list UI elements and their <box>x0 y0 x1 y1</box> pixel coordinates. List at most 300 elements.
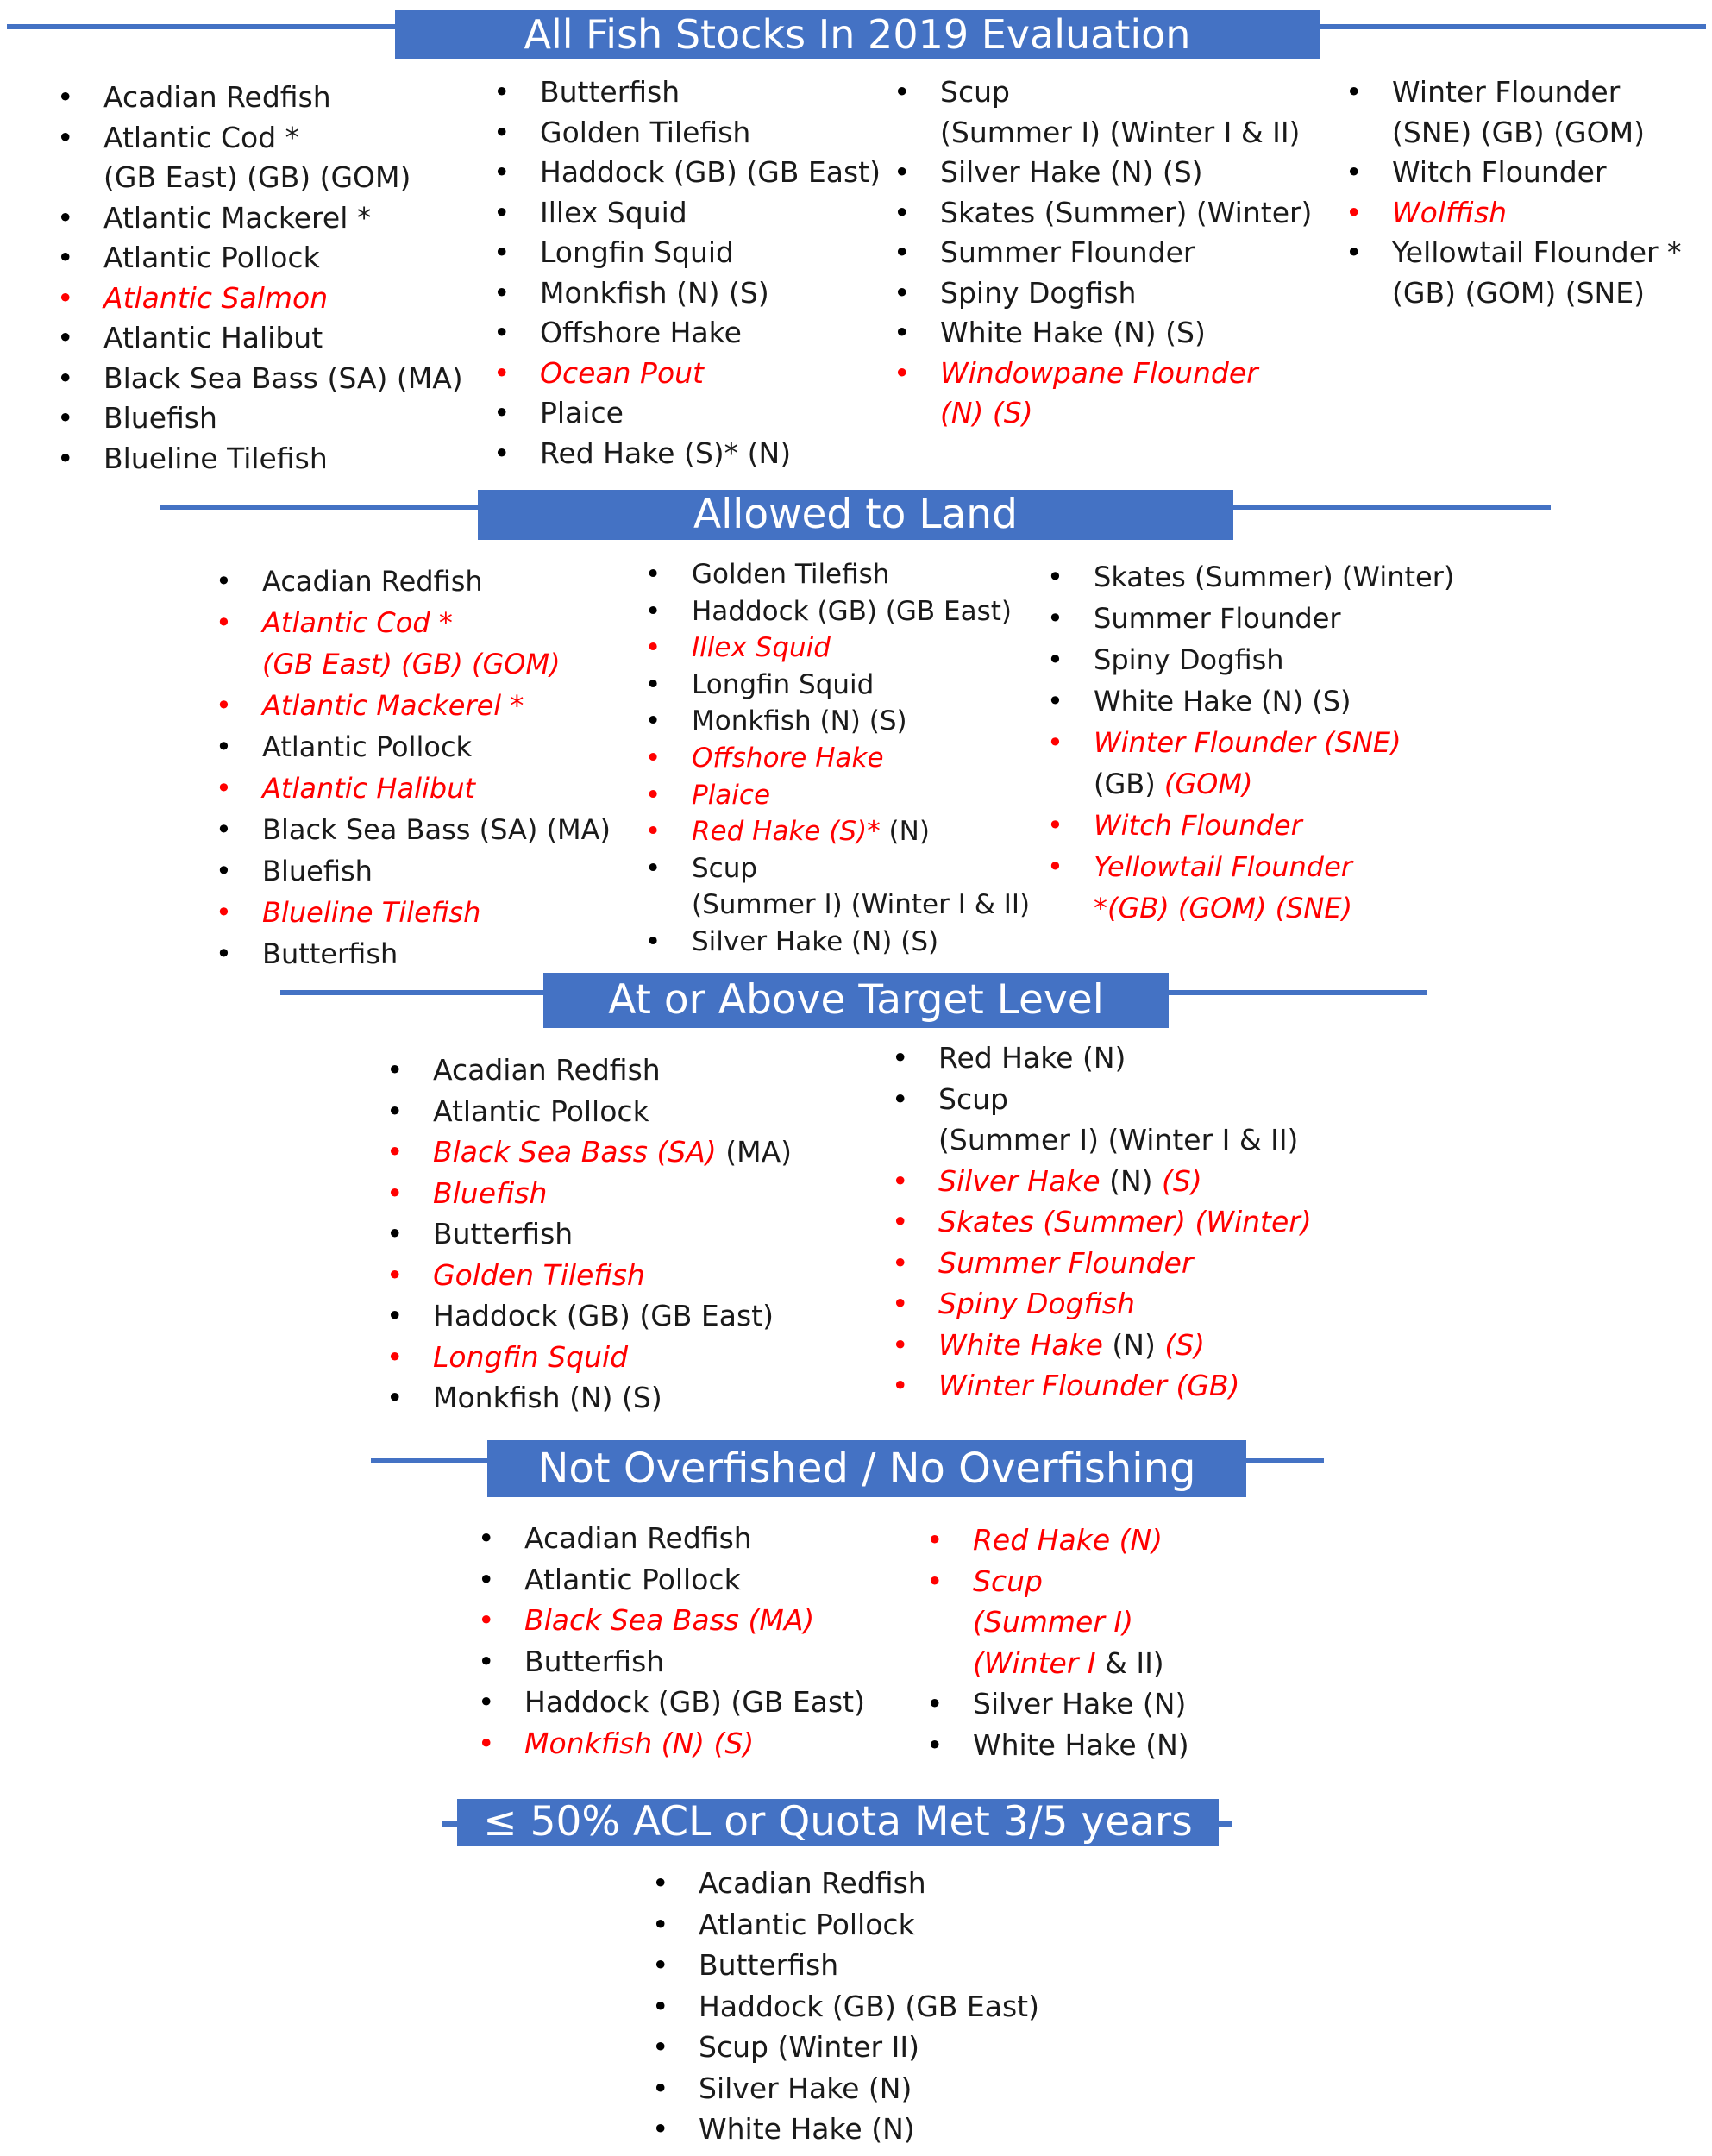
bullet-icon: • <box>652 2071 669 2105</box>
stock-item <box>892 1325 1312 1366</box>
stock-label: Acadian Redfish <box>524 1521 752 1555</box>
bullet-icon: • <box>216 855 232 887</box>
stock-label: Red Hake (S)* <box>692 816 881 848</box>
stock-item <box>652 2068 1039 2109</box>
stock-label: Witch Flounder <box>1094 809 1302 842</box>
divider-line-left <box>280 990 543 995</box>
section-title-banner: Not Overfished / No Overfishing <box>487 1440 1246 1497</box>
bullet-icon: • <box>1047 850 1063 883</box>
stock-label: Haddock (GB) (GB East) <box>524 1685 865 1719</box>
stock-column <box>645 556 1030 961</box>
stock-item <box>386 1173 792 1214</box>
bullet-icon: • <box>652 1989 669 2023</box>
stock-label: White Hake (N) <box>973 1727 1189 1762</box>
stock-label: White Hake (N) (S) <box>940 316 1206 349</box>
stock-column <box>216 561 611 975</box>
bullet-icon: • <box>57 80 74 114</box>
stock-label: Scup <box>973 1564 1043 1598</box>
stock-column <box>1047 556 1454 929</box>
stock-column <box>652 1863 1039 2150</box>
stock-label: Atlantic Halibut <box>262 772 476 805</box>
stock-label: Longfin Squid <box>540 235 734 269</box>
bullet-icon: • <box>478 1521 495 1555</box>
bullet-icon: • <box>386 1257 404 1292</box>
stock-item <box>478 1682 865 1723</box>
stock-label: (GB) <box>1094 768 1164 800</box>
stock-item <box>493 354 881 394</box>
bullet-icon: • <box>57 241 74 274</box>
stock-label: Longfin Squid <box>692 668 875 700</box>
stock-item <box>892 1243 1312 1284</box>
stock-item <box>894 233 1312 273</box>
section-title-banner: All Fish Stocks In 2019 Evaluation <box>395 10 1320 59</box>
stock-label: Golden Tilefish <box>540 115 751 149</box>
stock-item <box>1345 193 1682 234</box>
stock-label: Ocean Pout <box>540 355 704 390</box>
stock-label: Scup (Winter II) <box>699 2030 919 2064</box>
stock-label: Skates (Summer) (Winter) <box>1094 561 1455 593</box>
stock-item <box>1047 805 1454 846</box>
stock-item <box>493 233 881 273</box>
bullet-icon: • <box>652 1948 669 1982</box>
bullet-icon: • <box>493 355 511 390</box>
bullet-icon: • <box>57 360 74 395</box>
stock-label: Plaice <box>540 396 624 429</box>
stock-item <box>386 1213 792 1255</box>
stock-item <box>926 1561 1189 1602</box>
stock-item <box>216 726 611 768</box>
bullet-icon: • <box>894 195 911 229</box>
bullet-icon: • <box>894 355 911 390</box>
bullet-icon: • <box>386 1217 404 1250</box>
stock-label: Skates (Summer) (Winter) <box>938 1205 1312 1238</box>
bullet-icon: • <box>645 742 662 774</box>
bullet-icon: • <box>216 772 232 805</box>
stock-label: Silver Hake (N) (S) <box>940 155 1203 189</box>
stock-label: (GB) (GOM) (SNE) <box>1392 275 1645 310</box>
stock-label: Silver Hake (N) <box>973 1687 1187 1720</box>
stock-item <box>216 561 611 602</box>
bullet-icon: • <box>493 275 511 310</box>
stock-label: Illex Squid <box>540 195 687 229</box>
stock-label: (Summer I) (Winter I & II) <box>940 115 1301 149</box>
stock-item <box>645 556 1030 593</box>
section-title-banner: At or Above Target Level <box>543 973 1169 1028</box>
stock-item <box>892 1079 1312 1120</box>
stock-item <box>652 1904 1039 1946</box>
stock-label: Black Sea Bass (MA) <box>524 1603 815 1637</box>
stock-column <box>894 72 1312 434</box>
stock-label: Butterfish <box>540 75 680 109</box>
stock-label: (SNE) (GB) (GOM) <box>1392 115 1645 149</box>
stock-item <box>652 2109 1039 2150</box>
bullet-icon: • <box>493 195 511 229</box>
stock-label: Yellowtail Flounder * <box>1392 235 1682 269</box>
bullet-icon: • <box>216 689 232 722</box>
section-title-banner: ≤ 50% ACL or Quota Met 3/5 years <box>457 1799 1219 1846</box>
bullet-icon: • <box>892 1369 909 1402</box>
stock-item <box>493 313 881 354</box>
stock-item <box>493 393 881 434</box>
bullet-icon: • <box>493 436 511 470</box>
bullet-icon: • <box>892 1327 909 1362</box>
stock-item <box>386 1050 792 1091</box>
bullet-icon: • <box>57 321 74 354</box>
divider-line-right <box>1169 990 1427 995</box>
stock-label: Yellowtail Flounder <box>1094 850 1352 883</box>
stock-item <box>57 198 463 239</box>
stock-label: Monkfish (N) (S) <box>524 1726 755 1760</box>
stock-item <box>894 153 1312 193</box>
divider-line-right <box>1233 505 1551 510</box>
bullet-icon: • <box>216 565 232 598</box>
stock-item <box>57 238 463 279</box>
stock-label: Atlantic Pollock <box>103 241 320 274</box>
stock-label: Atlantic Pollock <box>262 730 473 763</box>
stock-label: White Hake (N) (S) <box>1094 685 1351 718</box>
bullet-icon: • <box>386 1135 404 1169</box>
divider-line-right <box>1320 24 1706 29</box>
stock-item <box>926 1725 1189 1766</box>
stock-label: Scup <box>692 852 758 884</box>
stock-item <box>57 398 463 439</box>
bullet-icon: • <box>894 75 911 109</box>
stock-label: Acadian Redfish <box>433 1053 661 1087</box>
stock-item <box>1047 722 1454 763</box>
bullet-icon: • <box>1047 809 1063 842</box>
stock-item <box>478 1723 865 1764</box>
bullet-icon: • <box>1345 155 1363 189</box>
stock-label: Illex Squid <box>692 632 831 664</box>
stock-item <box>386 1255 792 1296</box>
stock-label: Atlantic Salmon <box>103 280 329 315</box>
stock-item <box>894 273 1312 314</box>
stock-item <box>1047 680 1454 722</box>
stock-item <box>216 602 611 643</box>
bullet-icon: • <box>645 668 662 700</box>
bullet-icon: • <box>645 779 662 811</box>
stock-label: Scup <box>938 1081 1008 1116</box>
stock-item-continuation <box>1047 763 1454 805</box>
bullet-icon: • <box>493 75 511 109</box>
bullet-icon: • <box>652 2030 669 2064</box>
stock-label: Plaice <box>692 779 771 811</box>
stock-label: Red Hake (S)* (N) <box>540 436 792 470</box>
stock-item <box>645 703 1030 740</box>
stock-item <box>645 777 1030 814</box>
bullet-icon: • <box>1047 643 1063 676</box>
bullet-icon: • <box>894 316 911 349</box>
stock-label: (GB East) (GB) (GOM) <box>262 648 561 680</box>
divider-line-left <box>160 505 478 510</box>
stock-label: Atlantic Cod * <box>262 606 453 639</box>
stock-label: Black Sea Bass (SA) (MA) <box>103 360 463 395</box>
divider-line-left <box>7 24 395 29</box>
stock-item <box>493 193 881 234</box>
bullet-icon: • <box>386 1381 404 1414</box>
bullet-icon: • <box>478 1644 495 1678</box>
stock-item <box>1345 153 1682 193</box>
stock-label: Atlantic Pollock <box>699 1907 915 1941</box>
stock-label: Summer Flounder <box>938 1245 1194 1280</box>
stock-label: (N) <box>1100 1163 1163 1198</box>
stock-item <box>478 1559 865 1601</box>
bullet-icon: • <box>57 200 74 235</box>
stock-item <box>652 1863 1039 1904</box>
stock-item-continuation <box>1345 273 1682 314</box>
stock-column <box>478 1518 865 1764</box>
stock-item-continuation <box>645 887 1030 924</box>
bullet-icon: • <box>892 1245 909 1280</box>
stock-item-continuation <box>1345 113 1682 154</box>
stock-item <box>216 768 611 809</box>
bullet-icon: • <box>892 1041 909 1075</box>
stock-item <box>1047 639 1454 680</box>
stock-item <box>57 78 463 118</box>
bullet-icon: • <box>892 1081 909 1116</box>
stock-label: Winter Flounder (GB) <box>938 1369 1240 1402</box>
stock-label: (S) <box>1162 1163 1202 1198</box>
bullet-icon: • <box>57 401 74 435</box>
stock-label: Atlantic Mackerel * <box>103 200 372 235</box>
stock-item <box>57 318 463 359</box>
stock-label: Monkfish (N) (S) <box>540 275 769 310</box>
bullet-icon: • <box>645 925 662 957</box>
bullet-icon: • <box>926 1564 944 1598</box>
stock-label: Acadian Redfish <box>262 565 483 598</box>
stock-label: Silver Hake <box>938 1163 1101 1198</box>
bullet-icon: • <box>386 1175 404 1210</box>
bullet-icon: • <box>57 441 74 475</box>
stock-label: Bluefish <box>262 855 373 887</box>
bullet-icon: • <box>386 1299 404 1332</box>
stock-label: Golden Tilefish <box>433 1257 645 1292</box>
stock-label: *(GB) (GOM) (SNE) <box>1094 892 1353 924</box>
stock-item <box>892 1283 1312 1325</box>
stock-item <box>57 118 463 159</box>
stock-label: (Summer I) (Winter I & II) <box>938 1123 1299 1156</box>
stock-item-continuation <box>892 1119 1312 1161</box>
stock-label: Butterfish <box>524 1644 665 1678</box>
stock-item <box>493 273 881 314</box>
bullet-icon: • <box>892 1163 909 1198</box>
stock-label: Spiny Dogfish <box>938 1287 1135 1320</box>
stock-label: Wolffish <box>1392 195 1508 229</box>
bullet-icon: • <box>652 2112 669 2146</box>
stock-item <box>216 809 611 850</box>
stock-item <box>892 1365 1312 1407</box>
stock-item-continuation <box>926 1601 1189 1643</box>
stock-label: Butterfish <box>699 1948 839 1982</box>
bullet-icon: • <box>478 1562 495 1596</box>
bullet-icon: • <box>493 316 511 349</box>
stock-item <box>1047 846 1454 887</box>
bullet-icon: • <box>57 280 74 315</box>
stock-label: Longfin Squid <box>433 1339 629 1374</box>
stock-label: Atlantic Cod * <box>103 120 300 154</box>
bullet-icon: • <box>57 120 74 154</box>
bullet-icon: • <box>894 235 911 269</box>
stock-column <box>892 1037 1312 1407</box>
stock-label: Acadian Redfish <box>103 80 331 114</box>
stock-item <box>386 1091 792 1132</box>
stock-label: Winter Flounder <box>1392 75 1621 109</box>
stock-label: Atlantic Mackerel * <box>262 689 524 722</box>
stock-item <box>926 1520 1189 1561</box>
bullet-icon: • <box>216 937 232 970</box>
stock-label: Haddock (GB) (GB East) <box>692 595 1013 627</box>
stock-label: (N) <box>1102 1327 1165 1362</box>
stock-label: (S) <box>1164 1327 1206 1362</box>
bullet-icon: • <box>493 115 511 149</box>
stock-item <box>645 667 1030 704</box>
bullet-icon: • <box>645 705 662 737</box>
stock-item-continuation <box>57 158 463 198</box>
stock-label: White Hake (N) <box>699 2112 915 2146</box>
stock-item <box>386 1295 792 1337</box>
stock-label: Butterfish <box>262 937 398 970</box>
stock-item <box>645 850 1030 887</box>
stock-label: Spiny Dogfish <box>940 275 1137 310</box>
stock-label: Haddock (GB) (GB East) <box>433 1299 774 1332</box>
stock-label: Monkfish (N) (S) <box>692 705 907 737</box>
bullet-icon: • <box>478 1603 495 1637</box>
stock-label: Skates (Summer) (Winter) <box>940 195 1313 229</box>
stock-item <box>216 933 611 975</box>
stock-column <box>926 1520 1189 1765</box>
divider-line-right <box>1219 1821 1232 1827</box>
stock-label: (Winter I <box>973 1645 1096 1680</box>
stock-column <box>1345 72 1682 313</box>
stock-label: Summer Flounder <box>1094 602 1341 635</box>
bullet-icon: • <box>1345 235 1363 269</box>
bullet-icon: • <box>493 235 511 269</box>
stock-column <box>493 72 881 473</box>
stock-item <box>1047 556 1454 598</box>
stock-item <box>894 193 1312 234</box>
stock-label: Scup <box>940 75 1010 109</box>
stock-label: Atlantic Pollock <box>524 1562 741 1596</box>
bullet-icon: • <box>216 606 232 639</box>
stock-label: Acadian Redfish <box>699 1866 926 1900</box>
stock-item-continuation <box>894 113 1312 154</box>
stock-label: Spiny Dogfish <box>1094 643 1284 676</box>
bullet-icon: • <box>1345 195 1363 229</box>
stock-item <box>57 279 463 319</box>
bullet-icon: • <box>926 1523 944 1557</box>
stock-item <box>493 113 881 154</box>
bullet-icon: • <box>926 1727 944 1762</box>
bullet-icon: • <box>926 1687 944 1720</box>
stock-label: (GOM) <box>1163 768 1253 800</box>
stock-label: (N) <box>880 816 930 848</box>
stock-item <box>926 1683 1189 1725</box>
stock-label: Offshore Hake <box>692 742 884 774</box>
stock-item <box>892 1161 1312 1202</box>
stock-item <box>645 593 1030 630</box>
bullet-icon: • <box>1047 726 1063 759</box>
stock-label: Winter Flounder (SNE) <box>1094 726 1402 759</box>
stock-item <box>493 153 881 193</box>
stock-label: Monkfish (N) (S) <box>433 1381 662 1414</box>
bullet-icon: • <box>1345 75 1363 109</box>
bullet-icon: • <box>216 896 232 929</box>
stock-label: Bluefish <box>433 1175 548 1210</box>
stock-label: White Hake <box>938 1327 1103 1362</box>
bullet-icon: • <box>894 155 911 189</box>
stock-item <box>386 1131 792 1173</box>
stock-item <box>892 1201 1312 1243</box>
stock-item <box>652 2027 1039 2068</box>
stock-item <box>1047 598 1454 639</box>
stock-item <box>478 1518 865 1559</box>
stock-item <box>478 1600 865 1641</box>
bullet-icon: • <box>493 396 511 429</box>
stock-item <box>386 1377 792 1419</box>
stock-item <box>57 359 463 399</box>
stock-item <box>894 354 1312 394</box>
bullet-icon: • <box>892 1287 909 1320</box>
bullet-icon: • <box>216 730 232 763</box>
bullet-icon: • <box>1047 561 1063 593</box>
stock-label: Black Sea Bass (SA) <box>433 1135 717 1169</box>
stock-item-continuation <box>1047 887 1454 929</box>
bullet-icon: • <box>386 1094 404 1128</box>
stock-item <box>493 72 881 113</box>
stock-label: Atlantic Halibut <box>103 321 323 354</box>
bullet-icon: • <box>478 1726 495 1760</box>
stock-label: Atlantic Pollock <box>433 1094 649 1128</box>
divider-line-left <box>442 1821 457 1827</box>
stock-item <box>57 439 463 479</box>
stock-item-continuation <box>216 643 611 685</box>
stock-label: (MA) <box>716 1135 793 1169</box>
stock-label: (Summer I) (Winter I & II) <box>692 889 1031 921</box>
bullet-icon: • <box>645 852 662 884</box>
stock-item <box>478 1641 865 1683</box>
stock-label: Golden Tilefish <box>692 559 890 590</box>
stock-item <box>652 1986 1039 2028</box>
bullet-icon: • <box>645 595 662 627</box>
stock-label: Blueline Tilefish <box>103 441 328 475</box>
stock-item <box>1345 233 1682 273</box>
stock-label: (Summer I) <box>973 1605 1133 1639</box>
stock-item <box>652 1945 1039 1986</box>
stock-label: Witch Flounder <box>1392 155 1607 189</box>
stock-item <box>645 924 1030 961</box>
stock-label: Haddock (GB) (GB East) <box>699 1989 1039 2023</box>
bullet-icon: • <box>216 813 232 846</box>
stock-column <box>57 78 463 479</box>
bullet-icon: • <box>1047 685 1063 718</box>
stock-item <box>892 1037 1312 1079</box>
bullet-icon: • <box>892 1205 909 1238</box>
stock-item-continuation <box>894 393 1312 434</box>
stock-item <box>216 850 611 892</box>
stock-label: (N) (S) <box>940 396 1033 429</box>
stock-label: Haddock (GB) (GB East) <box>540 155 881 189</box>
stock-item <box>894 313 1312 354</box>
bullet-icon: • <box>386 1053 404 1087</box>
stock-column <box>386 1050 792 1419</box>
divider-line-left <box>371 1458 487 1463</box>
bullet-icon: • <box>493 155 511 189</box>
stock-item <box>1345 72 1682 113</box>
bullet-icon: • <box>652 1866 669 1900</box>
stock-label: Bluefish <box>103 401 217 435</box>
divider-line-right <box>1246 1458 1324 1463</box>
stock-item <box>216 685 611 726</box>
